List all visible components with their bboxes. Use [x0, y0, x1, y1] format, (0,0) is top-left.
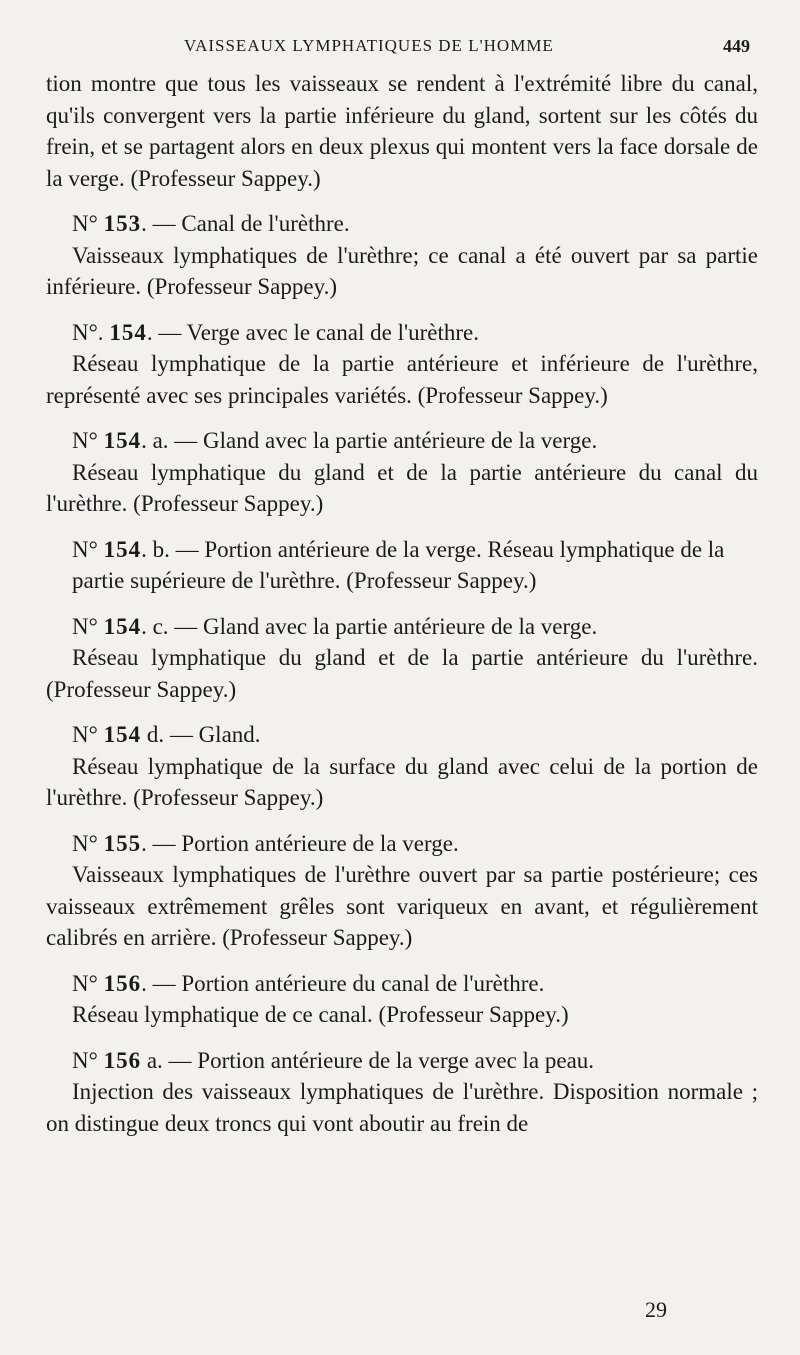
entry-prefix: N° [72, 970, 98, 996]
entry-title: — Portion antérieure du canal de l'urèthre. [152, 970, 545, 996]
entry-prefix: N° [72, 1047, 98, 1073]
page-number: 449 [723, 36, 750, 56]
entry-prefix: N° [72, 722, 98, 747]
entry-suffix: d. [141, 722, 165, 747]
entry-description: Réseau lymphatique de la partie antérieure et inférieure de l'urèthre, représenté avec ses principales variétés. (Professeur Sappey.) [46, 351, 758, 408]
entry-number: 154 [109, 319, 147, 345]
entry-suffix: . [141, 970, 147, 996]
entry-prefix: N° [72, 428, 98, 453]
entry-number: 156 [103, 1047, 142, 1073]
catalogue-entry [46, 425, 758, 520]
entry-description: Injection des vaisseaux lymphatiques de l'urèthre. Disposition normale ; on distingue deux troncs qui vont aboutir au frein de [46, 1079, 758, 1136]
catalogue-entry [46, 1045, 758, 1140]
entry-prefix: N° [72, 211, 98, 236]
entry-suffix: a. [141, 1047, 163, 1073]
entry-number: 154 [103, 722, 142, 747]
entry-title: — Portion antérieure de la verge. [152, 830, 459, 856]
signature-mark: 29 [645, 1297, 667, 1322]
catalogue-entry [46, 611, 758, 706]
entry-heading [46, 425, 758, 457]
catalogue-entry [46, 208, 758, 303]
entry-heading [46, 719, 758, 751]
catalogue-entry [46, 719, 758, 814]
entry-suffix: . [141, 211, 147, 236]
entry-title: — Portion antérieure de la verge avec la peau. [168, 1047, 595, 1073]
running-header [46, 34, 758, 68]
catalogue-entry [46, 968, 758, 1031]
catalogue-entry [46, 317, 758, 412]
catalogue-entries [46, 208, 758, 1139]
entry-title: — Canal de l'urèthre. [152, 211, 350, 236]
entry-prefix: N° [72, 613, 98, 639]
entry-description: Réseau lymphatique de la surface du gland avec celui de la portion de l'urèthre. (Professeur Sappey.) [46, 753, 758, 810]
entry-title: — Verge avec le canal de l'urèthre. [158, 319, 479, 345]
entry-title: — Gland. [169, 722, 261, 747]
entry-prefix: N°. [72, 319, 104, 345]
entry-suffix: . [141, 830, 147, 856]
entry-title: — Gland avec la partie antérieure de la verge. [174, 428, 598, 453]
entry-prefix: N° [72, 536, 98, 562]
entry-number: 154 [103, 536, 142, 562]
entry-number: 156 [103, 970, 142, 996]
running-title: VAISSEAUX LYMPHATIQUES DE L'HOMME [184, 36, 554, 55]
entry-suffix: . a. [141, 428, 169, 453]
opening-paragraph: tion montre que tous les vaisseaux se rendent à l'extrémité libre du canal, qu'ils convergent vers la partie inférieure du gland, sortent sur les côtés du frein, et se partagent alors en deux plexus qui montent vers la face dorsale de la verge. (Professeur Sappey.) [46, 71, 758, 191]
entry-description: Vaisseaux lymphatiques de l'urèthre; ce canal a été ouvert par sa partie inférieure. (Professeur Sappey.) [46, 242, 758, 299]
entry-description: Réseau lymphatique du gland et de la partie antérieure du canal du l'urèthre. (Professeur Sappey.) [46, 459, 758, 516]
entry-description: Réseau lymphatique de ce canal. (Professeur Sappey.) [72, 1002, 569, 1027]
entry-heading [46, 828, 758, 860]
entry-heading [46, 1045, 758, 1077]
catalogue-entry [46, 828, 758, 954]
entry-number: 154 [103, 613, 142, 639]
entry-number: 155 [103, 830, 142, 856]
entry-suffix: . c. [141, 613, 169, 639]
entry-heading [46, 208, 758, 240]
entry-heading [46, 317, 758, 349]
entry-heading [46, 968, 758, 1000]
entry-suffix: . b. [141, 536, 170, 562]
entry-title: — Gland avec la partie antérieure de la verge. [174, 613, 598, 639]
entry-number: 153 [103, 211, 142, 236]
catalogue-entry [46, 534, 758, 597]
entry-description: Vaisseaux lymphatiques de l'urèthre ouvert par sa partie postérieure; ces vaisseaux extrêmement grêles sont variqueux en avant, et régulièrement calibrés en arrière. (Professeur Sappey.) [46, 862, 758, 950]
entry-number: 154 [103, 428, 142, 453]
entry-prefix: N° [72, 830, 98, 856]
entry-suffix: . [146, 319, 153, 345]
entry-description: Réseau lymphatique du gland et de la partie antérieure du l'urèthre. (Professeur Sappey.) [46, 645, 758, 702]
entry-heading [46, 611, 758, 643]
entry-heading [46, 534, 758, 597]
entry-title: — Portion antérieure de la verge. Réseau lymphatique de la partie supérieure de l'urèthre. (Professeur Sappey.) [72, 536, 725, 593]
